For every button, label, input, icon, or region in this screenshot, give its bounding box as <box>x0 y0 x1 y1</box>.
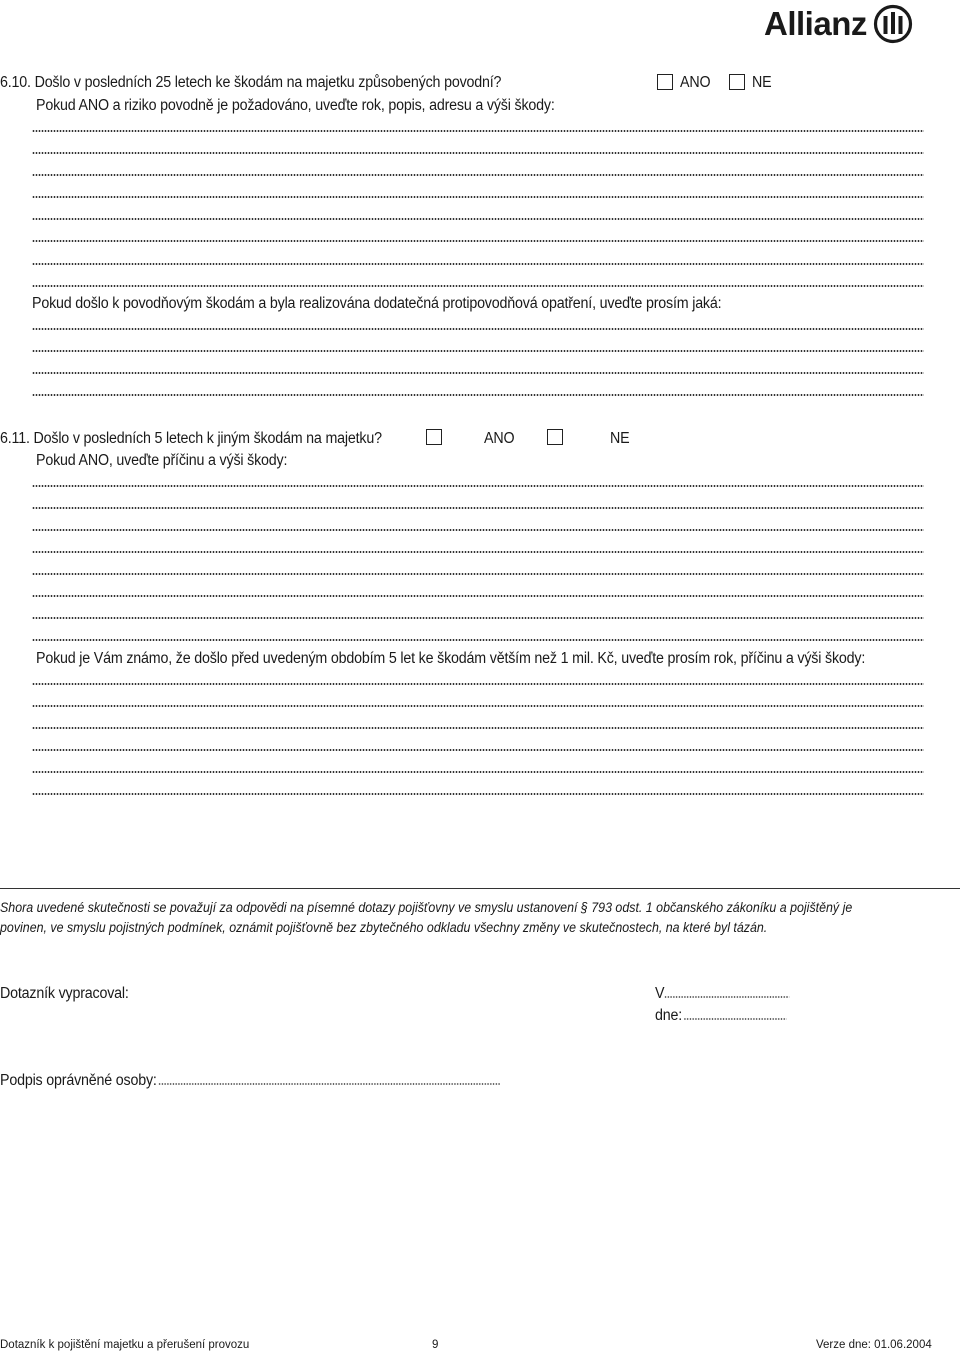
place-leader <box>664 996 789 998</box>
signature-label: Podpis oprávněné osoby: <box>0 1072 157 1089</box>
answer-line[interactable] <box>32 240 924 242</box>
q610-subtitle: Pokud ANO a riziko povodně je požadováno, uveďte rok, popis, adresu a výši škody: <box>36 97 555 114</box>
q610-ano-label: ANO <box>680 74 711 91</box>
date-field[interactable] <box>655 1007 787 1025</box>
answer-line[interactable] <box>32 529 924 531</box>
allianz-logo <box>764 4 913 44</box>
answer-line[interactable] <box>32 705 924 707</box>
answer-line[interactable] <box>32 793 924 795</box>
answer-line[interactable] <box>32 551 924 553</box>
allianz-eagle-icon <box>873 4 913 44</box>
answer-line[interactable] <box>32 617 924 619</box>
answer-line[interactable] <box>32 263 924 265</box>
answer-line[interactable] <box>32 196 924 198</box>
answer-line[interactable] <box>32 152 924 154</box>
q610-ne-label: NE <box>752 74 772 91</box>
prepared-by-label: Dotazník vypracoval: <box>0 985 129 1002</box>
answer-line[interactable] <box>32 285 924 287</box>
q610-ne-checkbox[interactable] <box>729 74 745 90</box>
q611-ano-label: ANO <box>484 430 515 447</box>
answer-line[interactable] <box>32 130 924 132</box>
answer-line[interactable] <box>32 350 924 352</box>
answer-line[interactable] <box>32 394 924 396</box>
answer-line[interactable] <box>32 218 924 220</box>
q611-title: 6.11. Došlo v posledních 5 letech k jiným škodám na majetku? <box>0 430 382 447</box>
declaration-line-1: Shora uvedené skutečnosti se považují za odpovědi na písemné dotazy pojišťovny ve smyslu ustanovení § 793 odst. 1 občanského zákoníku a pojištěný je <box>0 900 853 915</box>
signature-leader <box>159 1083 501 1085</box>
answer-line[interactable] <box>32 727 924 729</box>
date-leader <box>684 1018 787 1020</box>
place-field[interactable] <box>655 985 789 1003</box>
q610-measures-label: Pokud došlo k povodňovým škodám a byla realizována dodatečná protipovodňová opatření, uveďte prosím jaká: <box>32 295 722 312</box>
answer-line[interactable] <box>32 639 924 641</box>
q611-subtitle: Pokud ANO, uveďte příčinu a výši škody: <box>36 452 288 469</box>
answer-line[interactable] <box>32 749 924 751</box>
answer-line[interactable] <box>32 485 924 487</box>
answer-line[interactable] <box>32 595 924 597</box>
q611-older-label: Pokud je Vám známo, že došlo před uvedeným obdobím 5 let ke škodám větším než 1 mil. Kč, uveďte prosím rok, příčinu a výši škody: <box>36 650 866 667</box>
answer-line[interactable] <box>32 174 924 176</box>
q610-title: 6.10. Došlo v posledních 25 letech ke škodám na majetku způsobených povodní? <box>0 74 502 91</box>
answer-line[interactable] <box>32 372 924 374</box>
q611-ano-checkbox[interactable] <box>426 429 442 445</box>
q611-ne-label: NE <box>610 430 630 447</box>
answer-line[interactable] <box>32 507 924 509</box>
answer-line[interactable] <box>32 683 924 685</box>
q610-ano-checkbox[interactable] <box>657 74 673 90</box>
brand-name: Allianz <box>764 5 867 42</box>
footer-page-number: 9 <box>432 1339 439 1351</box>
answer-line[interactable] <box>32 328 924 330</box>
separator <box>0 888 960 889</box>
signature-field[interactable] <box>0 1072 501 1090</box>
declaration-line-2: povinen, ve smyslu pojistných podmínek, oznámit pojišťovně bez zbytečného odkladu všechny změny ve skutečnostech, na které byl tázán. <box>0 920 768 935</box>
q611-ne-checkbox[interactable] <box>547 429 563 445</box>
place-label: V <box>655 985 665 1002</box>
footer-version: Verze dne: 01.06.2004 <box>816 1339 932 1351</box>
answer-line[interactable] <box>32 573 924 575</box>
footer-document-title: Dotazník k pojištění majetku a přerušení provozu <box>0 1339 250 1351</box>
date-label: dne: <box>655 1007 683 1024</box>
answer-line[interactable] <box>32 771 924 773</box>
